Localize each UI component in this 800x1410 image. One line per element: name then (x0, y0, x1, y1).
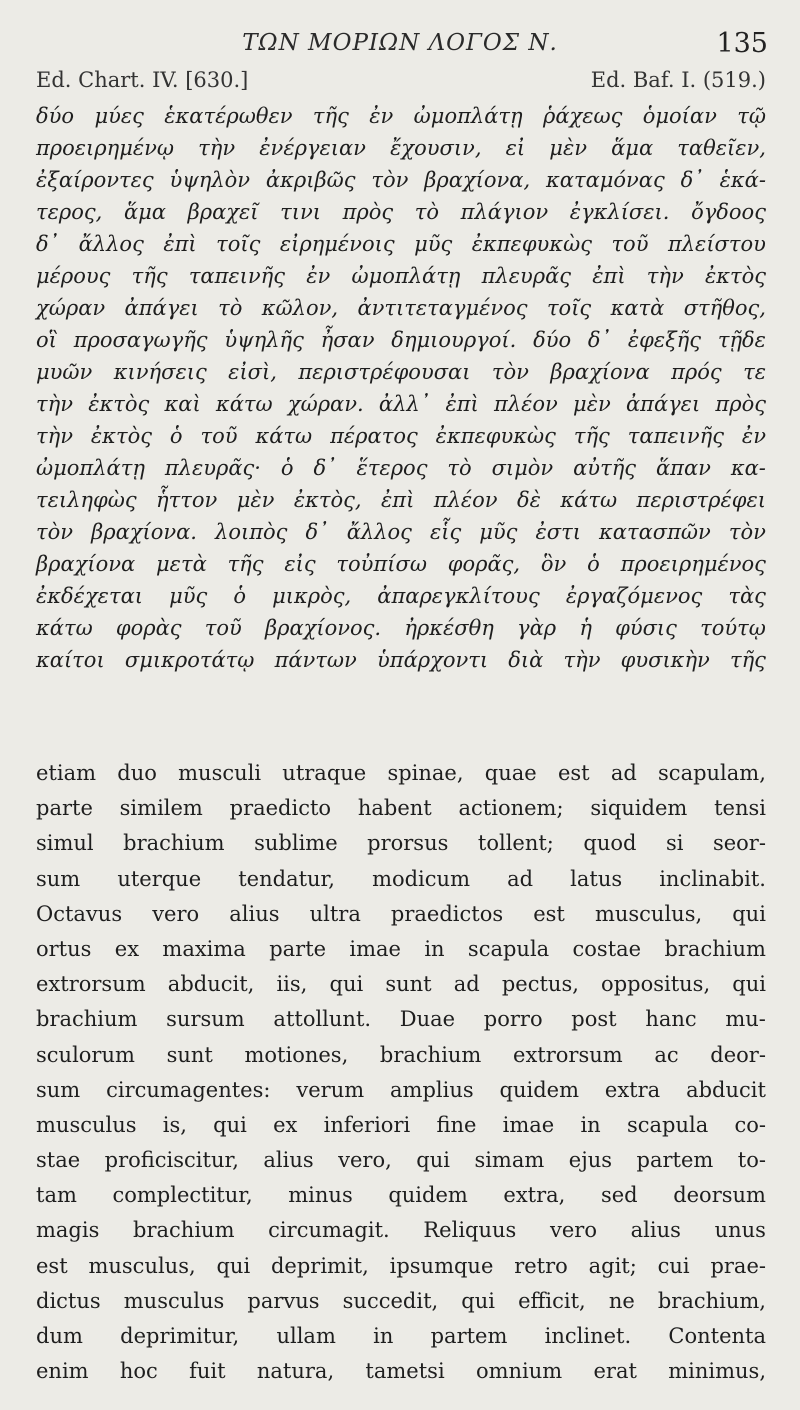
latin-text-line: simul brachium sublime prorsus tollent; quod si seor- (36, 831, 766, 856)
latin-text-line: dictus musculus parvus succedit, qui efficit, ne brachium, (36, 1288, 766, 1313)
edition-right: Ed. Baf. I. (519.) (590, 68, 766, 92)
greek-text-line: κάτω φορὰς τοῦ βραχίονος. ἠρκέσθη γὰρ ἡ φύσις τούτῳ (36, 616, 766, 640)
page-number: 135 (716, 28, 768, 59)
greek-text-line: βραχίονα μετὰ τῆς εἰς τοὐπίσω φορᾶς, ὃν ὁ προειρημένος (36, 552, 766, 576)
greek-text-line: τειληφὼς ἧττον μὲν ἐκτὸς, ἐπὶ πλέον δὲ κάτω περιστρέφει (36, 488, 766, 512)
latin-text-line: tam complectitur, minus quidem extra, sed deorsum (36, 1183, 766, 1208)
latin-text-line: dum deprimitur, ullam in partem inclinet. Contenta (36, 1324, 766, 1348)
greek-text-line: χώραν ἀπάγει τὸ κῶλον, ἀντιτεταγμένος τοῖς κατὰ στῆθος, (36, 296, 766, 320)
latin-text-line: ortus ex maxima parte imae in scapula costae brachium (36, 936, 766, 961)
greek-text-line: προειρημένῳ τὴν ἐνέργειαν ἔχουσιν, εἰ μὲν ἅμα ταθεῖεν, (36, 136, 766, 160)
greek-text-line: ἐκδέχεται μῦς ὁ μικρὸς, ἀπαρεγκλίτους ἐργαζόμενος τὰς (36, 584, 766, 608)
greek-text-line: τερος, ἅμα βραχεῖ τινι πρὸς τὸ πλάγιον ἐγκλίσει. ὄγδοος (36, 200, 766, 224)
latin-text-line: sum circumagentes: verum amplius quidem extra abducit (36, 1077, 766, 1102)
greek-text-line: μέρους τῆς ταπεινῆς ἐν ὠμοπλάτῃ πλευρᾶς ἐπὶ τὴν ἐκτὸς (36, 264, 766, 288)
latin-text-line: magis brachium circumagit. Reliquus vero alius unus (36, 1218, 766, 1243)
running-title: ΤΩΝ ΜΟΡΙΩΝ ΛΟΓΟΣ Ν. (242, 30, 558, 56)
edition-left: Ed. Chart. IV. [630.] (36, 68, 249, 92)
latin-text-line: sculorum sunt motiones, brachium extrorsum ac deor- (36, 1042, 766, 1067)
latin-text-line: brachium sursum attollunt. Duae porro post hanc mu- (36, 1007, 766, 1032)
greek-text-line: οἳ προσαγωγῆς ὑψηλῆς ἦσαν δημιουργοί. δύο δ᾽ ἐφεξῆς τῇδε (36, 328, 766, 352)
latin-text-line: etiam duo musculi utraque spinae, quae est ad scapulam, (36, 761, 766, 785)
greek-text-line: μυῶν κινήσεις εἰσὶ, περιστρέφουσαι τὸν βραχίονα πρός τε (36, 360, 766, 384)
greek-text-line: δ᾽ ἄλλος ἐπὶ τοῖς εἰρημένοις μῦς ἐκπεφυκὼς τοῦ πλείστου (36, 232, 766, 256)
greek-text-line: τὴν ἐκτὸς καὶ κάτω χώραν. ἀλλ᾽ ἐπὶ πλέον μὲν ἀπάγει πρὸς (36, 392, 766, 416)
latin-text-line: musculus is, qui ex inferiori fine imae in scapula co- (36, 1112, 766, 1137)
latin-text-line: parte similem praedicto habent actionem; siquidem tensi (36, 796, 766, 821)
greek-text-line: ὠμοπλάτῃ πλευρᾶς· ὁ δ᾽ ἕτερος τὸ σιμὸν αὐτῆς ἅπαν κα- (36, 456, 766, 480)
latin-text-line: sum uterque tendatur, modicum ad latus inclinabit. (36, 866, 766, 891)
latin-text-line: enim hoc fuit natura, tametsi omnium erat minimus, (36, 1359, 766, 1384)
greek-text-line: τὴν ἐκτὸς ὁ τοῦ κάτω πέρατος ἐκπεφυκὼς τῆς ταπεινῆς ἐν (36, 424, 766, 448)
latin-text-line: stae proficiscitur, alius vero, qui simam ejus partem to- (36, 1148, 766, 1173)
latin-text-block (36, 756, 766, 1389)
greek-text-line: τὸν βραχίονα. λοιπὸς δ᾽ ἄλλος εἷς μῦς ἐστι κατασπῶν τὸν (36, 520, 766, 544)
greek-text-line: ἐξαίροντες ὑψηλὸν ἀκριβῶς τὸν βραχίονα, καταμόνας δ᾽ ἑκά- (36, 168, 766, 192)
greek-text-line: δύο μύες ἑκατέρωθεν τῆς ἐν ὠμοπλάτῃ ῥάχεως ὁμοίαν τῷ (36, 104, 766, 128)
greek-text-block (36, 100, 766, 676)
latin-text-line: est musculus, qui deprimit, ipsumque retro agit; cui prae- (36, 1253, 766, 1278)
latin-text-line: extrorsum abducit, iis, qui sunt ad pectus, oppositus, qui (36, 972, 766, 997)
edition-references (36, 68, 766, 92)
latin-text-line: Octavus vero alius ultra praedictos est musculus, qui (36, 901, 766, 926)
greek-text-line: καίτοι σμικροτάτῳ πάντων ὑπάρχοντι διὰ τὴν φυσικὴν τῆς (36, 648, 766, 672)
